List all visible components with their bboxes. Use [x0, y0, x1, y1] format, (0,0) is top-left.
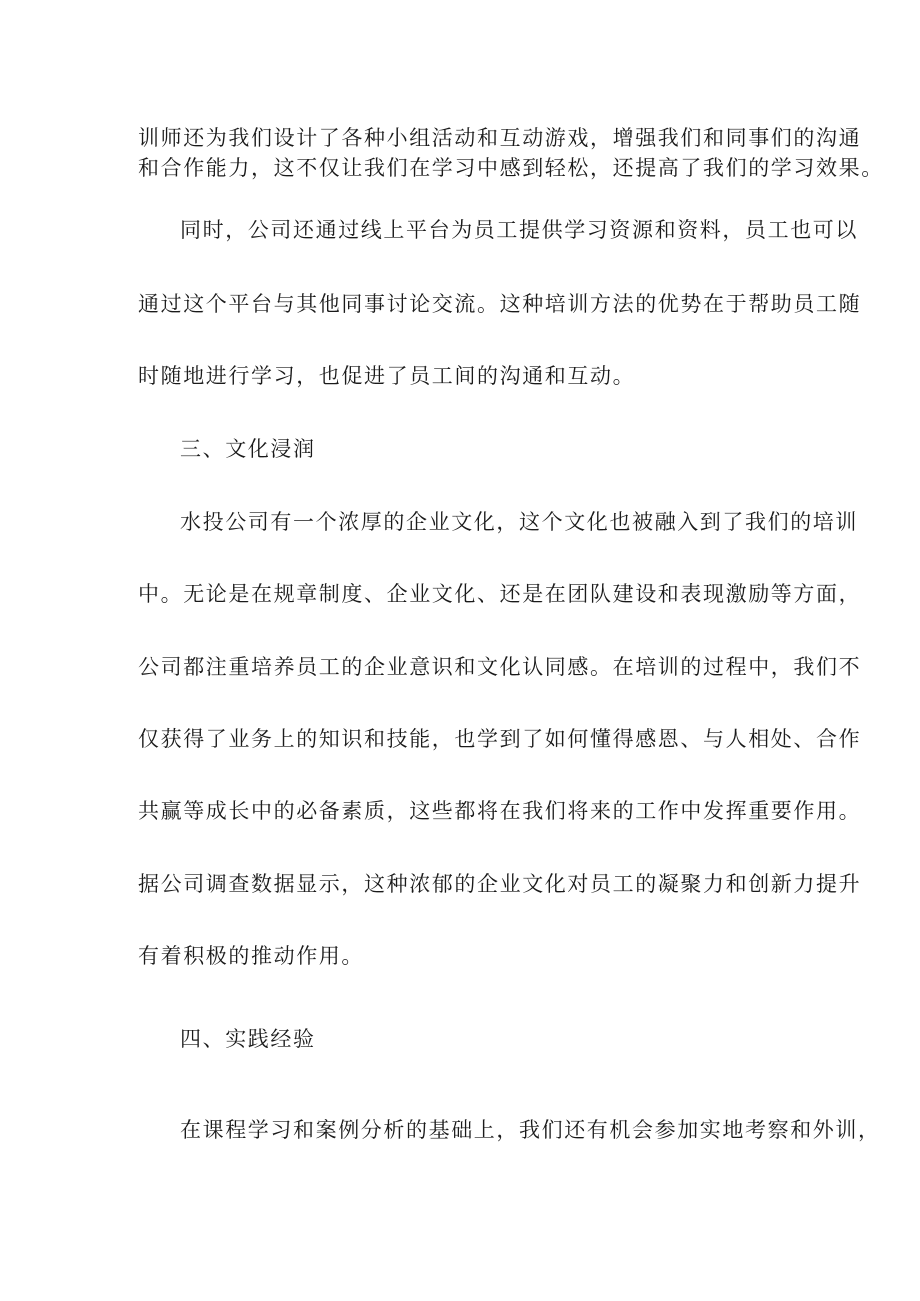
paragraph-line: 共赢等成长中的必备素质，这些都将在我们将来的工作中发挥重要作用。 [138, 799, 862, 823]
paragraph-line: 据公司调查数据显示，这种浓郁的企业文化对员工的凝聚力和创新力提升 [138, 872, 862, 896]
section-heading: 三、文化浸润 [180, 437, 316, 461]
paragraph-line: 中。无论是在规章制度、企业文化、还是在团队建设和表现激励等方面， [138, 582, 862, 606]
section-heading: 四、实践经验 [180, 1027, 316, 1051]
paragraph-line: 在课程学习和案例分析的基础上，我们还有机会参加实地考察和外训， [180, 1118, 881, 1142]
paragraph-line: 公司都注重培养员工的企业意识和文化认同感。在培训的过程中，我们不 [138, 655, 862, 679]
paragraph-line: 仅获得了业务上的知识和技能，也学到了如何懂得感恩、与人相处、合作 [138, 727, 862, 751]
paragraph-line: 时随地进行学习，也促进了员工间的沟通和互动。 [138, 364, 636, 388]
paragraph-line: 通过这个平台与其他同事讨论交流。这种培训方法的优势在于帮助员工随 [138, 292, 862, 316]
paragraph-line: 训师还为我们设计了各种小组活动和互动游戏，增强我们和同事们的沟通 [138, 126, 862, 150]
paragraph-line: 和合作能力，这不仅让我们在学习中感到轻松，还提高了我们的学习效果。 [138, 156, 884, 180]
paragraph-line: 水投公司有一个浓厚的企业文化，这个文化也被融入到了我们的培训 [180, 510, 858, 534]
paragraph-line: 有着积极的推动作用。 [138, 944, 364, 968]
paragraph-line: 同时，公司还通过线上平台为员工提供学习资源和资料，员工也可以 [180, 218, 858, 242]
